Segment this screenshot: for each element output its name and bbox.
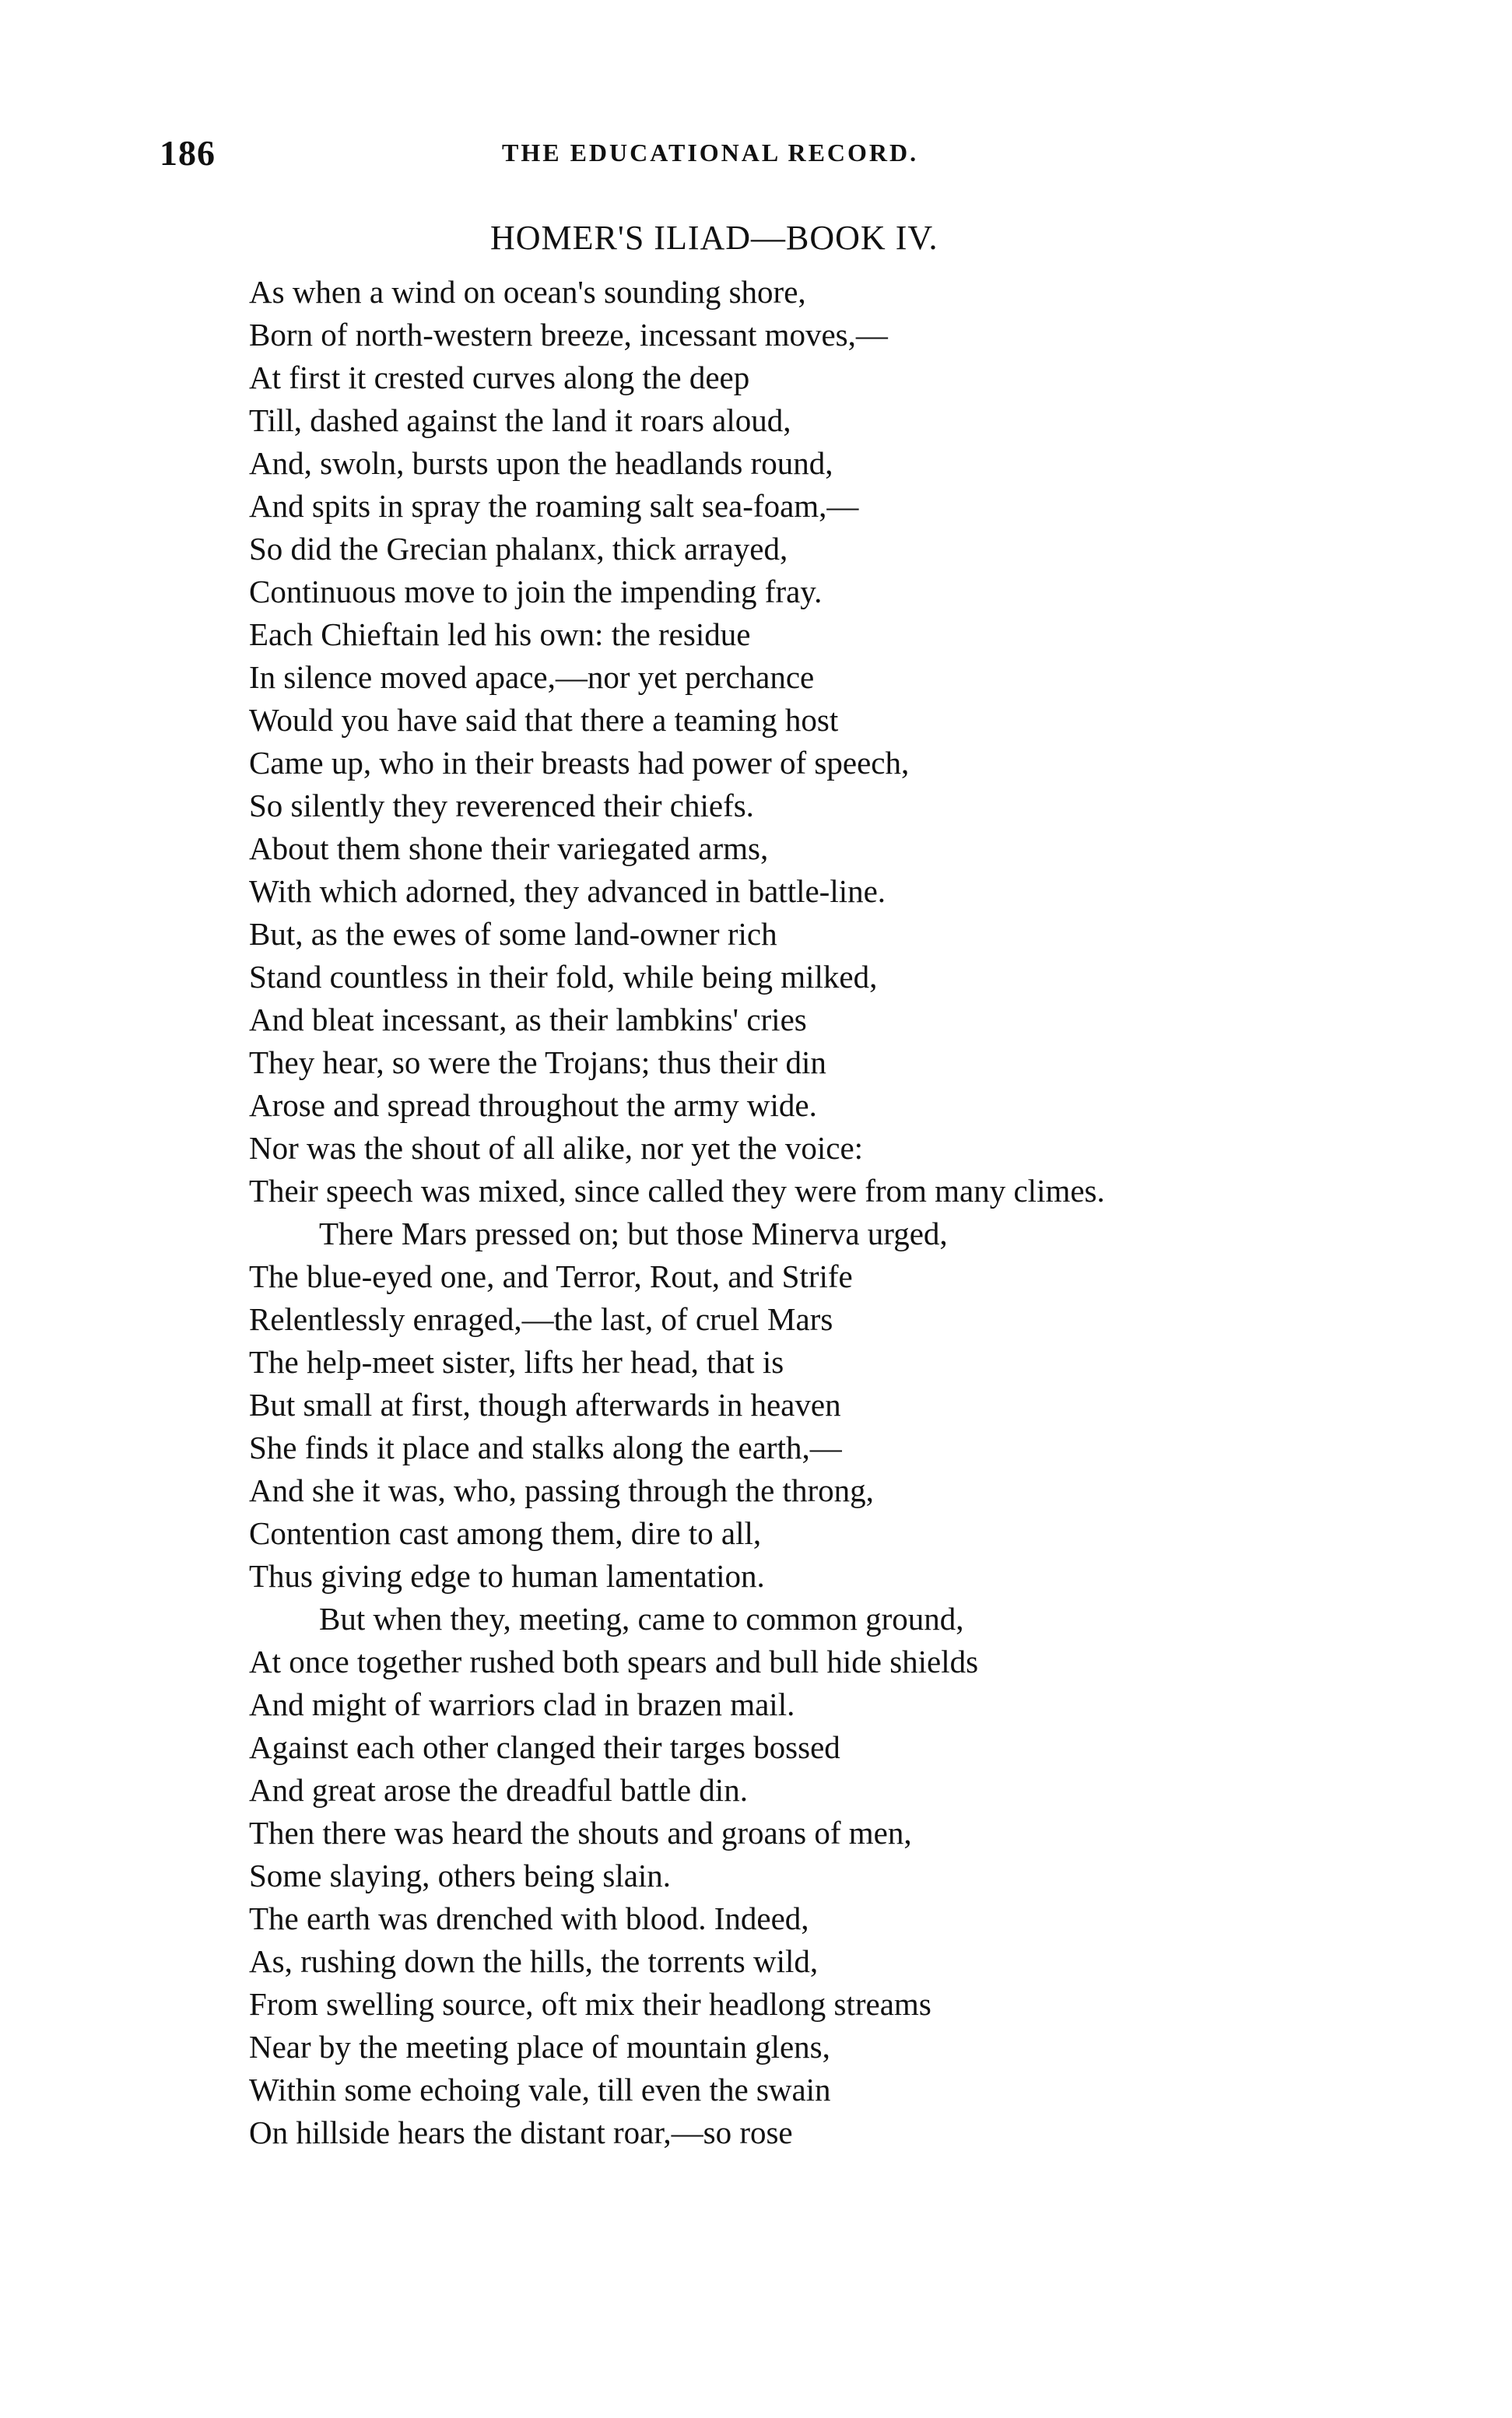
poem-line: Arose and spread throughout the army wide. xyxy=(249,1087,817,1123)
poem-line: As when a wind on ocean's sounding shore, xyxy=(249,274,806,310)
poem-line: In silence moved apace,—nor yet perchance xyxy=(249,659,815,695)
poem-line: At once together rushed both spears and bull hide shields xyxy=(249,1644,979,1679)
poem-line: And she it was, who, passing through the throng, xyxy=(249,1472,874,1508)
poem-line: And great arose the dreadful battle din. xyxy=(249,1772,748,1808)
poem-line: The blue-eyed one, and Terror, Rout, and Strife xyxy=(249,1258,853,1294)
page-header xyxy=(160,132,1016,179)
poem-line: And, swoln, bursts upon the headlands round, xyxy=(249,445,833,481)
poem-line: Relentlessly enraged,—the last, of cruel Mars xyxy=(249,1301,833,1337)
poem-line: Then there was heard the shouts and groans of men, xyxy=(249,1815,912,1851)
poem-line: Born of north-western breeze, incessant moves,— xyxy=(249,317,888,353)
poem-line: But when they, meeting, came to common ground, xyxy=(319,1601,964,1637)
poem-line: The earth was drenched with blood. Indeed, xyxy=(249,1900,809,1936)
poem-line: Each Chieftain led his own: the residue xyxy=(249,616,751,652)
poem-line: Contention cast among them, dire to all, xyxy=(249,1515,762,1551)
page-number: 186 xyxy=(160,133,216,173)
poem-line: Would you have said that there a teaming host xyxy=(249,702,839,738)
poem-body xyxy=(249,271,1463,2154)
poem-line: So silently they reverenced their chiefs. xyxy=(249,788,754,823)
poem-line: And bleat incessant, as their lambkins' cries xyxy=(249,1002,807,1037)
running-head: THE EDUCATIONAL RECORD. xyxy=(502,139,919,167)
poem-line: From swelling source, oft mix their headlong streams xyxy=(249,1986,931,2022)
poem-line: Till, dashed against the land it roars aloud, xyxy=(249,402,791,438)
poem-line: Came up, who in their breasts had power of speech, xyxy=(249,745,910,781)
poem-line: On hillside hears the distant roar,—so rose xyxy=(249,2114,793,2150)
poem-line: There Mars pressed on; but those Minerva urged, xyxy=(319,1216,948,1251)
poem-line: At first it crested curves along the deep xyxy=(249,360,750,395)
poem-line: With which adorned, they advanced in battle-line. xyxy=(249,873,886,909)
poem-line: And spits in spray the roaming salt sea-foam,— xyxy=(249,488,859,524)
poem-line: Continuous move to join the impending fray. xyxy=(249,574,823,609)
poem-line: As, rushing down the hills, the torrents wild, xyxy=(249,1943,819,1979)
poem-line: Within some echoing vale, till even the swain xyxy=(249,2072,831,2107)
poem-title: HOMER'S ILIAD—BOOK IV. xyxy=(490,219,938,257)
poem-line: And might of warriors clad in brazen mail. xyxy=(249,1686,795,1722)
poem-line: Stand countless in their fold, while being milked, xyxy=(249,959,878,995)
poem-line: The help-meet sister, lifts her head, that is xyxy=(249,1344,784,1380)
poem-line: But small at first, though afterwards in heaven xyxy=(249,1387,841,1423)
poem-line: Some slaying, others being slain. xyxy=(249,1858,672,1893)
poem-line: Near by the meeting place of mountain glens, xyxy=(249,2029,830,2065)
poem-line: So did the Grecian phalanx, thick arrayed, xyxy=(249,531,788,567)
poem-line: She finds it place and stalks along the earth,— xyxy=(249,1430,842,1465)
poem-line: Their speech was mixed, since called they were from many climes. xyxy=(249,1173,1105,1209)
poem-line: Nor was the shout of all alike, nor yet the voice: xyxy=(249,1130,864,1166)
poem-line: They hear, so were the Trojans; thus their din xyxy=(249,1044,826,1080)
poem-line: About them shone their variegated arms, xyxy=(249,830,769,866)
poem-line: But, as the ewes of some land-owner rich xyxy=(249,916,777,952)
poem-line: Against each other clanged their targes bossed xyxy=(249,1729,840,1765)
poem-line: Thus giving edge to human lamentation. xyxy=(249,1558,765,1594)
